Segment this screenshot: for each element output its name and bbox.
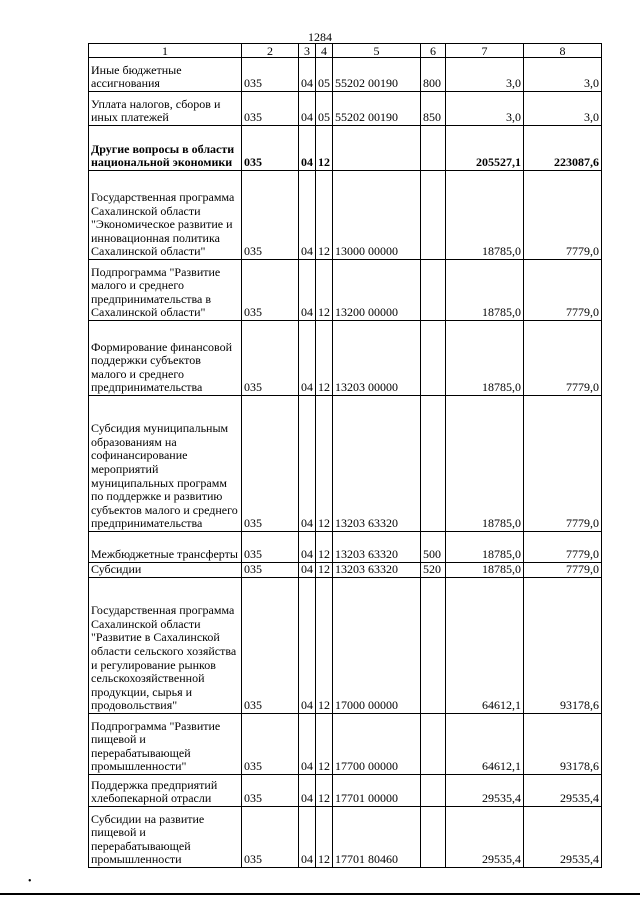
amount-1: 18785,0 xyxy=(446,171,524,260)
amount-1: 29535,4 xyxy=(446,775,524,807)
column-header: 7 xyxy=(446,44,524,58)
ministry-code: 035 xyxy=(242,775,299,807)
column-header: 6 xyxy=(421,44,446,58)
subsection-code: 12 xyxy=(316,321,333,396)
subsection-code: 12 xyxy=(316,578,333,714)
expense-type-code: 520 xyxy=(421,563,446,578)
table-row xyxy=(89,563,602,578)
section-code: 04 xyxy=(299,260,316,321)
expense-type-code xyxy=(421,321,446,396)
row-name: Субсидии на развитие пищевой и перерабатывающей промышленности xyxy=(89,807,242,868)
section-code: 04 xyxy=(299,126,316,171)
table-row xyxy=(89,260,602,321)
amount-2: 7779,0 xyxy=(524,532,602,563)
expense-type-code xyxy=(421,714,446,775)
subsection-code: 12 xyxy=(316,775,333,807)
amount-1: 18785,0 xyxy=(446,260,524,321)
ministry-code: 035 xyxy=(242,563,299,578)
subsection-code: 12 xyxy=(316,714,333,775)
ministry-code: 035 xyxy=(242,807,299,868)
subsection-code: 05 xyxy=(316,58,333,92)
amount-2: 29535,4 xyxy=(524,775,602,807)
expense-type-code: 800 xyxy=(421,58,446,92)
target-code: 13203 00000 xyxy=(333,321,421,396)
row-name: Иные бюджетные ассигнования xyxy=(89,58,242,92)
amount-1: 64612,1 xyxy=(446,578,524,714)
amount-2: 93178,6 xyxy=(524,578,602,714)
row-name: Государственная программа Сахалинской области "Экономическое развитие и инновационная политика Сахалинской области" xyxy=(89,171,242,260)
column-header: 8 xyxy=(524,44,602,58)
target-code: 13000 00000 xyxy=(333,171,421,260)
section-code: 04 xyxy=(299,171,316,260)
ministry-code: 035 xyxy=(242,58,299,92)
ministry-code: 035 xyxy=(242,396,299,532)
amount-2: 7779,0 xyxy=(524,321,602,396)
table-row xyxy=(89,396,602,532)
target-code: 17000 00000 xyxy=(333,578,421,714)
ministry-code: 035 xyxy=(242,92,299,126)
section-code: 04 xyxy=(299,578,316,714)
expense-type-code xyxy=(421,396,446,532)
amount-2: 29535,4 xyxy=(524,807,602,868)
table-row xyxy=(89,714,602,775)
ministry-code: 035 xyxy=(242,260,299,321)
section-code: 04 xyxy=(299,396,316,532)
amount-2: 7779,0 xyxy=(524,171,602,260)
amount-1: 18785,0 xyxy=(446,396,524,532)
column-header: 3 xyxy=(299,44,316,58)
page-bottom-rule xyxy=(0,893,640,895)
target-code: 13203 63320 xyxy=(333,563,421,578)
target-code: 55202 00190 xyxy=(333,58,421,92)
target-code: 55202 00190 xyxy=(333,92,421,126)
expense-type-code xyxy=(421,171,446,260)
expense-type-code xyxy=(421,775,446,807)
section-code: 04 xyxy=(299,563,316,578)
target-code: 17701 00000 xyxy=(333,775,421,807)
subsection-code: 05 xyxy=(316,92,333,126)
section-code: 04 xyxy=(299,532,316,563)
amount-2: 3,0 xyxy=(524,58,602,92)
column-header: 4 xyxy=(316,44,333,58)
row-name: Подпрограмма "Развитие пищевой и перерабатывающей промышленности" xyxy=(89,714,242,775)
amount-1: 18785,0 xyxy=(446,321,524,396)
expense-type-code: 850 xyxy=(421,92,446,126)
amount-2: 7779,0 xyxy=(524,260,602,321)
target-code: 13203 63320 xyxy=(333,396,421,532)
row-name: Формирование финансовой поддержки субъектов малого и среднего предпринимательства xyxy=(89,321,242,396)
table-row xyxy=(89,578,602,714)
amount-1: 3,0 xyxy=(446,58,524,92)
target-code: 17700 00000 xyxy=(333,714,421,775)
subsection-code: 12 xyxy=(316,260,333,321)
subsection-code: 12 xyxy=(316,126,333,171)
amount-2: 223087,6 xyxy=(524,126,602,171)
section-code: 04 xyxy=(299,775,316,807)
expense-type-code: 500 xyxy=(421,532,446,563)
amount-1: 3,0 xyxy=(446,92,524,126)
target-code: 17701 80460 xyxy=(333,807,421,868)
column-header-row xyxy=(89,44,602,58)
expense-type-code xyxy=(421,807,446,868)
table-row xyxy=(89,171,602,260)
subsection-code: 12 xyxy=(316,563,333,578)
amount-1: 18785,0 xyxy=(446,532,524,563)
expense-type-code xyxy=(421,578,446,714)
subsection-code: 12 xyxy=(316,171,333,260)
row-name: Уплата налогов, сборов и иных платежей xyxy=(89,92,242,126)
amount-2: 3,0 xyxy=(524,92,602,126)
target-code xyxy=(333,126,421,171)
expense-type-code xyxy=(421,126,446,171)
table-row xyxy=(89,58,602,92)
column-header: 2 xyxy=(242,44,299,58)
ministry-code: 035 xyxy=(242,578,299,714)
table-row xyxy=(89,532,602,563)
section-code: 04 xyxy=(299,807,316,868)
section-code: 04 xyxy=(299,714,316,775)
row-name: Другие вопросы в области национальной экономики xyxy=(89,126,242,171)
amount-1: 205527,1 xyxy=(446,126,524,171)
row-name: Подпрограмма "Развитие малого и среднего предпринимательства в Сахалинской области" xyxy=(89,260,242,321)
row-name: Субсидии xyxy=(89,563,242,578)
section-code: 04 xyxy=(299,92,316,126)
column-header: 5 xyxy=(333,44,421,58)
row-name: Межбюджетные трансферты xyxy=(89,532,242,563)
section-code: 04 xyxy=(299,58,316,92)
amount-1: 18785,0 xyxy=(446,563,524,578)
subsection-code: 12 xyxy=(316,396,333,532)
page-number: 1284 xyxy=(308,30,332,44)
ministry-code: 035 xyxy=(242,126,299,171)
subsection-code: 12 xyxy=(316,807,333,868)
ministry-code: 035 xyxy=(242,171,299,260)
ministry-code: 035 xyxy=(242,714,299,775)
ministry-code: 035 xyxy=(242,321,299,396)
target-code: 13200 00000 xyxy=(333,260,421,321)
amount-2: 93178,6 xyxy=(524,714,602,775)
scan-mark: • xyxy=(28,876,32,887)
row-name: Субсидия муниципальным образованиям на софинансирование мероприятий муниципальных программ по поддержке и развитию субъектов малого и среднего предпринимательства xyxy=(89,396,242,532)
table-row xyxy=(89,775,602,807)
table-row xyxy=(89,321,602,396)
ministry-code: 035 xyxy=(242,532,299,563)
target-code: 13203 63320 xyxy=(333,532,421,563)
amount-2: 7779,0 xyxy=(524,563,602,578)
amount-1: 29535,4 xyxy=(446,807,524,868)
table-row xyxy=(89,92,602,126)
subsection-code: 12 xyxy=(316,532,333,563)
section-code: 04 xyxy=(299,321,316,396)
budget-table xyxy=(88,43,602,868)
column-header: 1 xyxy=(89,44,242,58)
row-name: Поддержка предприятий хлебопекарной отрасли xyxy=(89,775,242,807)
amount-2: 7779,0 xyxy=(524,396,602,532)
row-name: Государственная программа Сахалинской области "Развитие в Сахалинской области сельского хозяйства и регулирование рынков сельскохозяйственной продукции, сырья и продовольствия" xyxy=(89,578,242,714)
expense-type-code xyxy=(421,260,446,321)
table-row xyxy=(89,126,602,171)
table-row xyxy=(89,807,602,868)
amount-1: 64612,1 xyxy=(446,714,524,775)
